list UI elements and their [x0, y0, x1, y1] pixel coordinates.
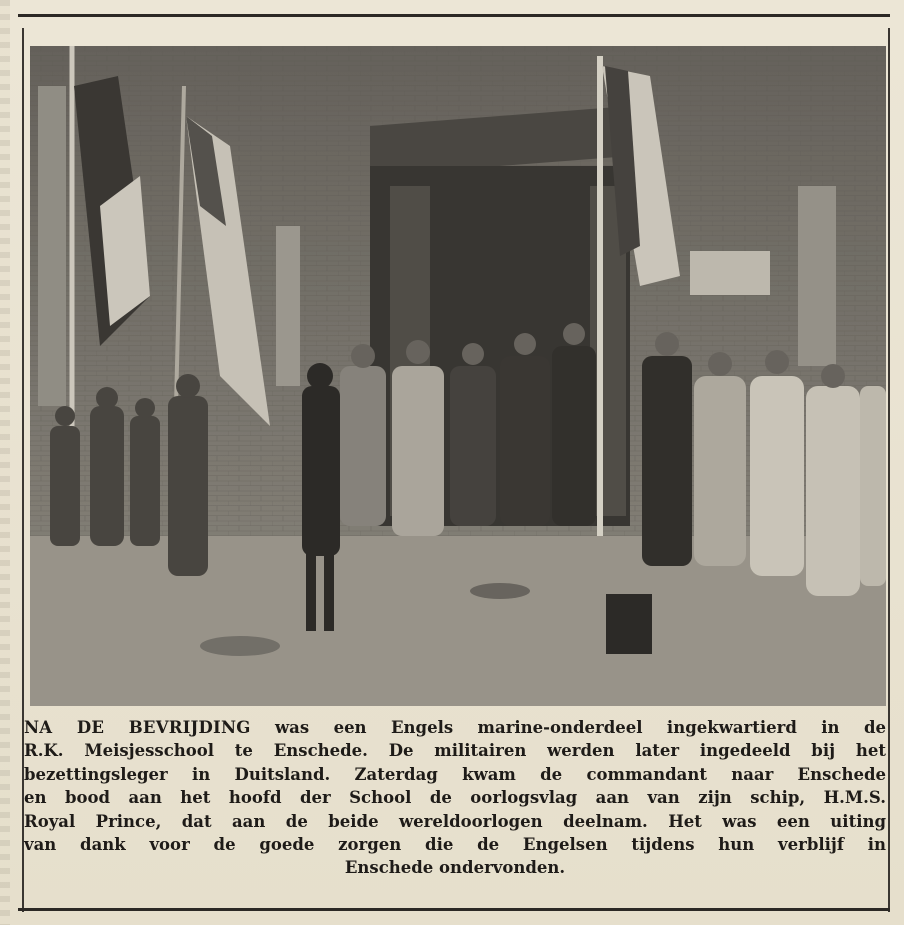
caption-line-7: Enschede ondervonden.: [344, 858, 566, 878]
top-rule: [18, 14, 890, 17]
photo-illustration: [30, 46, 886, 706]
bottom-rule: [18, 908, 890, 911]
caption-line-1: NA DE BEVRIJDING was een Engels marine-onderdeel ingekwartierd in de: [24, 718, 886, 737]
caption-line-6: van dank voor de goede zorgen die de Engelsen tijdens hun verblijf in: [24, 835, 886, 855]
photo-caption: [24, 716, 886, 880]
adjacent-column-edge: [0, 0, 10, 925]
caption-line-5: Royal Prince, dat aan de beide wereldoorlogen deelnam. Het was een uiting: [24, 811, 886, 831]
news-photograph: [30, 46, 886, 706]
caption-line-4: en bood aan het hoofd der School de oorlogsvlag aan van zijn schip, H.M.S.: [24, 788, 886, 808]
caption-line-3: bezettingsleger in Duitsland. Zaterdag kwam de commandant naar Enschede: [24, 764, 886, 784]
caption-line-2: R.K. Meisjesschool te Enschede. De militairen werden later ingedeeld bij het: [24, 741, 886, 761]
caption-lead: NA DE BEVRIJDING: [24, 718, 251, 737]
